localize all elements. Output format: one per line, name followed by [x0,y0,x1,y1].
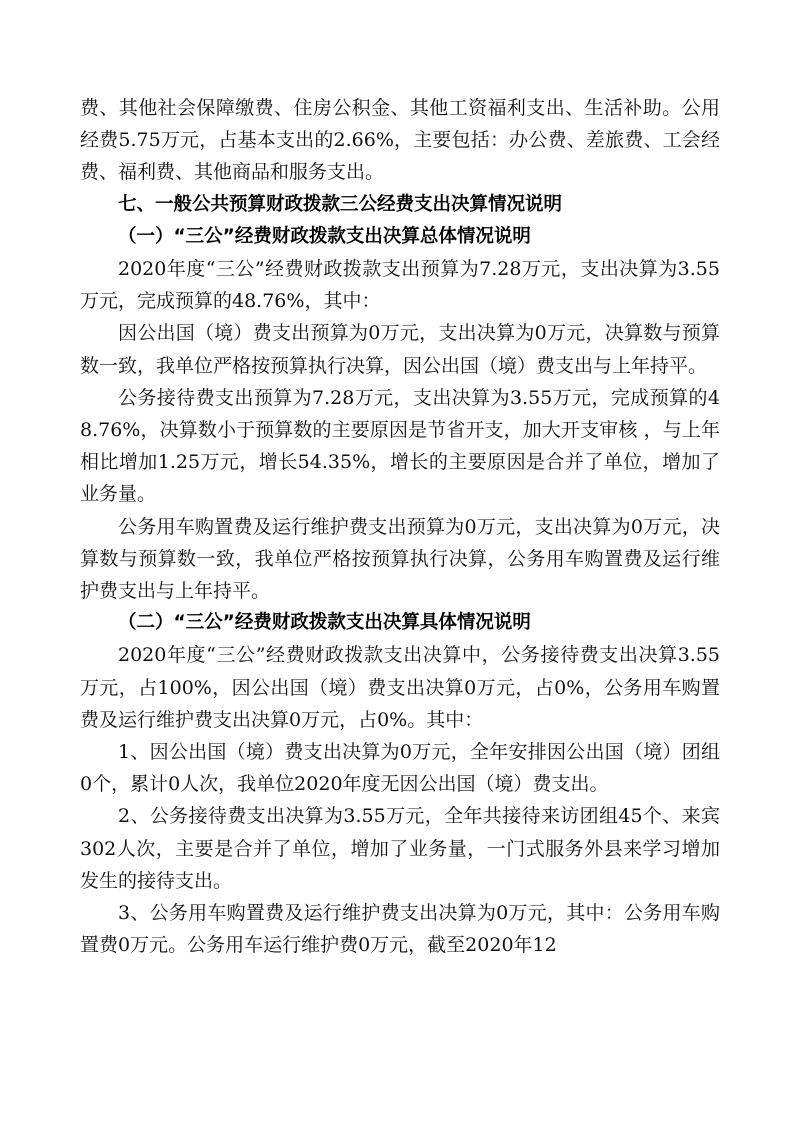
paragraph-official-vehicles: 公务用车购置费及运行维护费支出预算为0万元，支出决算为0万元，决算数与预算数一致，我单位严格按预算执行决算，公务用车购置费及运行维护费支出与上年持平。 [80,515,720,603]
paragraph-item-2-reception: 2、公务接待费支出决算为3.55万元，全年共接待来访团组45个、来宾302人次，主要是合并了单位，增加了业务量，一门式服务外县来学习增加发生的接待支出。 [80,805,720,892]
paragraph-item-3-vehicles: 3、公务用车购置费及运行维护费支出决算为0万元，其中：公务用车购置费0万元。公务用车运行维护费0万元，截至2020年12 [80,902,720,957]
paragraph-official-reception: 公务接待费支出预算为7.28万元，支出决算为3.55万元，完成预算的48.76%，决算数小于预算数的主要原因是节省开支，加大开支审核 ，与上年相比增加1.25万元，增长54.35%，增长的主要原因是合并了单位，增加了业务量。 [80,386,720,506]
paragraph-item-1-overseas: 1、因公出国（境）费支出决算为0万元，全年安排因公出国（境）团组0个，累计0人次，我单位2020年度无因公出国（境）费支出。 [80,741,720,796]
paragraph-overseas-travel: 因公出国（境）费支出预算为0万元，支出决算为0万元，决算数与预算数一致，我单位严格按预算执行决算，因公出国（境）费支出与上年持平。 [80,322,720,377]
section-heading-three-public-expenses: 七、一般公共预算财政拨款三公经费支出决算情况说明 [118,193,563,215]
paragraph-specific-breakdown: 2020年度“三公”经费财政拨款支出决算中，公务接待费支出决算3.55万元，占100%，因公出国（境）费支出决算0万元，占0%，公务用车购置费及运行维护费支出决算0万元，占0%。其中： [80,644,720,731]
paragraph-staff-welfare-costs: 费、其他社会保障缴费、住房公积金、其他工资福利支出、生活补助。公用经费5.75万元，占基本支出的2.66%，主要包括：办公费、差旅费、工会经费、福利费、其他商品和服务支出。 [80,97,720,184]
paragraph-overall-budget: 2020年度“三公”经费财政拨款支出预算为7.28万元，支出决算为3.55万元，完成预算的48.76%，其中： [80,258,720,313]
subheading-overall-situation: （一）“三公”经费财政拨款支出决算总体情况说明 [118,225,531,247]
subheading-specific-situation: （二）“三公”经费财政拨款支出决算具体情况说明 [118,612,531,634]
document-body [80,92,720,961]
